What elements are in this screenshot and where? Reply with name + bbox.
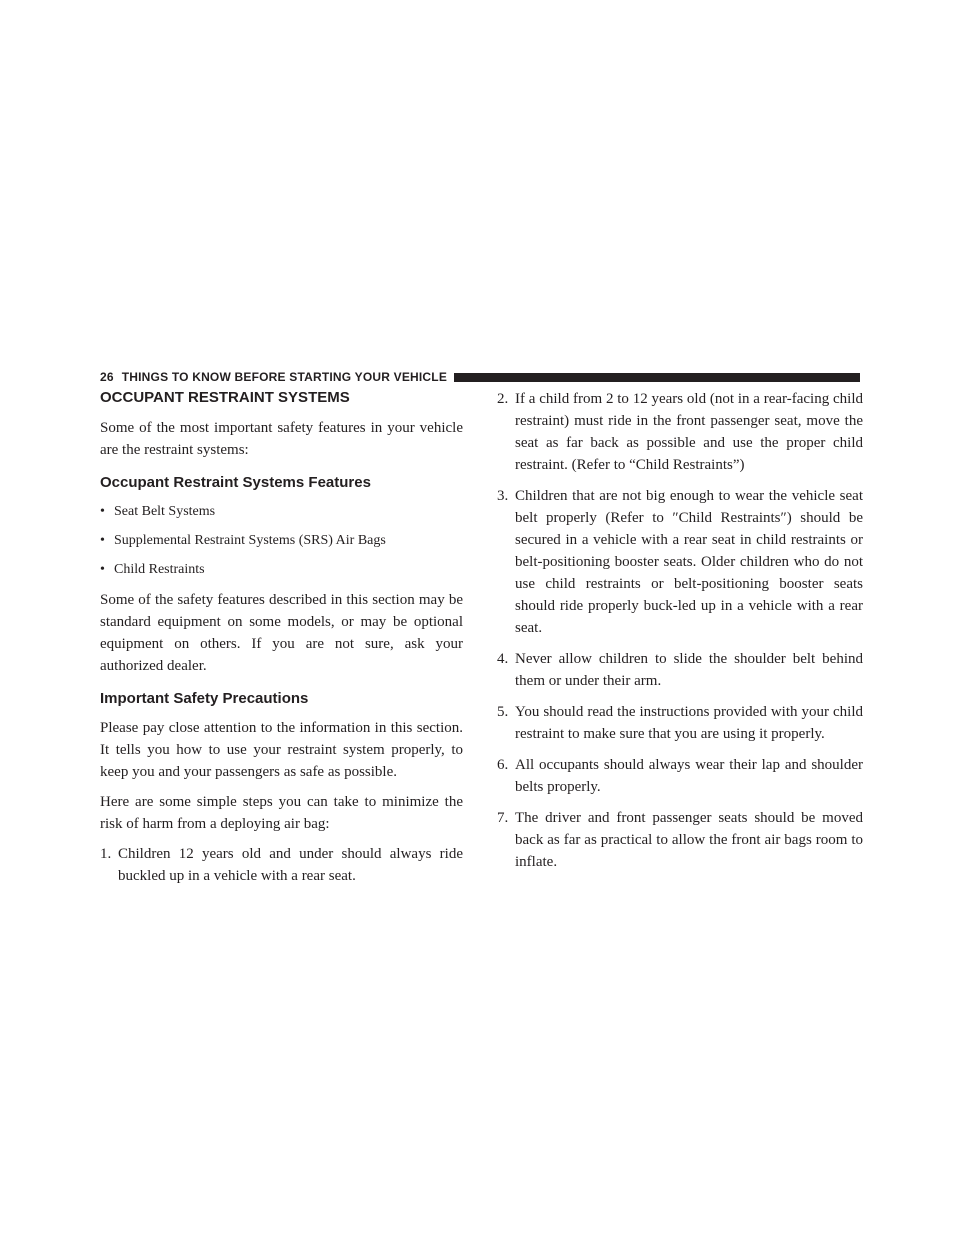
list-item: [100, 843, 463, 887]
section-title: OCCUPANT RESTRAINT SYSTEMS: [100, 389, 350, 406]
page-number: 26: [100, 370, 114, 384]
steps-intro-paragraph: Here are some simple steps you can take to minimize the risk of harm from a deploying air bag:: [100, 794, 463, 832]
page-header: [100, 368, 860, 386]
step-number: 7.: [497, 810, 509, 826]
list-item: [497, 485, 863, 639]
list-item: [497, 807, 863, 873]
step-text: Children 12 years old and under should always ride buckled up in a vehicle with a rear seat.: [118, 846, 463, 884]
step-text: The driver and front passenger seats should be moved back as far as practical to allow the front air bags room to inflate.: [515, 810, 863, 870]
step-text: All occupants should always wear their lap and shoulder belts properly.: [515, 757, 863, 795]
intro-paragraph: Some of the most important safety features in your vehicle are the restraint systems:: [100, 420, 463, 458]
step-number: 2.: [497, 391, 509, 407]
features-list: [100, 501, 463, 581]
bullet-icon: •: [100, 562, 105, 577]
step-number: 5.: [497, 704, 509, 720]
step-number: 1.: [100, 846, 112, 862]
features-heading: Occupant Restraint Systems Features: [100, 474, 371, 491]
list-item: [100, 501, 463, 523]
list-item-text: Supplemental Restraint Systems (SRS) Air Bags: [114, 533, 386, 548]
list-item-text: Seat Belt Systems: [114, 504, 216, 519]
step-text: Never allow children to slide the shoulder belt behind them or under their arm.: [515, 651, 863, 689]
list-item: [497, 701, 863, 745]
step-number: 3.: [497, 488, 509, 504]
list-item: [100, 530, 463, 552]
steps-list-continued: [497, 388, 863, 873]
header-title: THINGS TO KNOW BEFORE STARTING YOUR VEHICLE: [121, 370, 448, 384]
list-item: [497, 754, 863, 798]
features-note-paragraph: Some of the safety features described in this section may be standard equipment on some models, or may be optional equipment on others. If you are not sure, ask your authorized dealer.: [100, 592, 463, 674]
list-item: [497, 388, 863, 476]
bullet-icon: •: [100, 504, 105, 519]
step-number: 4.: [497, 651, 509, 667]
steps-list: [100, 843, 463, 887]
list-item: [497, 648, 863, 692]
precautions-paragraph: Please pay close attention to the information in this section. It tells you how to use your restraint system properly, to keep you and your passengers as safe as possible.: [100, 720, 463, 780]
precautions-heading: Important Safety Precautions: [100, 690, 309, 707]
step-number: 6.: [497, 757, 509, 773]
left-column: [100, 388, 463, 896]
step-text: Children that are not big enough to wear the vehicle seat belt properly (Refer to ″Child Restraints″) should be secured in a vehicle with a rear seat in child restraints or belt-positioning booster seats. Older children who do not use child restraints or belt-positioning booster seats should ride properly buck-led up in a vehicle with a rear seat.: [515, 488, 863, 636]
list-item: [100, 559, 463, 581]
step-text: If a child from 2 to 12 years old (not in a rear-facing child restraint) must ride in the front passenger seat, move the seat as far back as possible and use the proper child restraint. (Refer to “Child Restraints”): [515, 391, 863, 473]
right-column: [497, 388, 863, 882]
bullet-icon: •: [100, 533, 105, 548]
step-text: You should read the instructions provided with your child restraint to make sure that you are using it properly.: [515, 704, 863, 742]
list-item-text: Child Restraints: [114, 562, 205, 577]
header-rule: [454, 373, 860, 382]
